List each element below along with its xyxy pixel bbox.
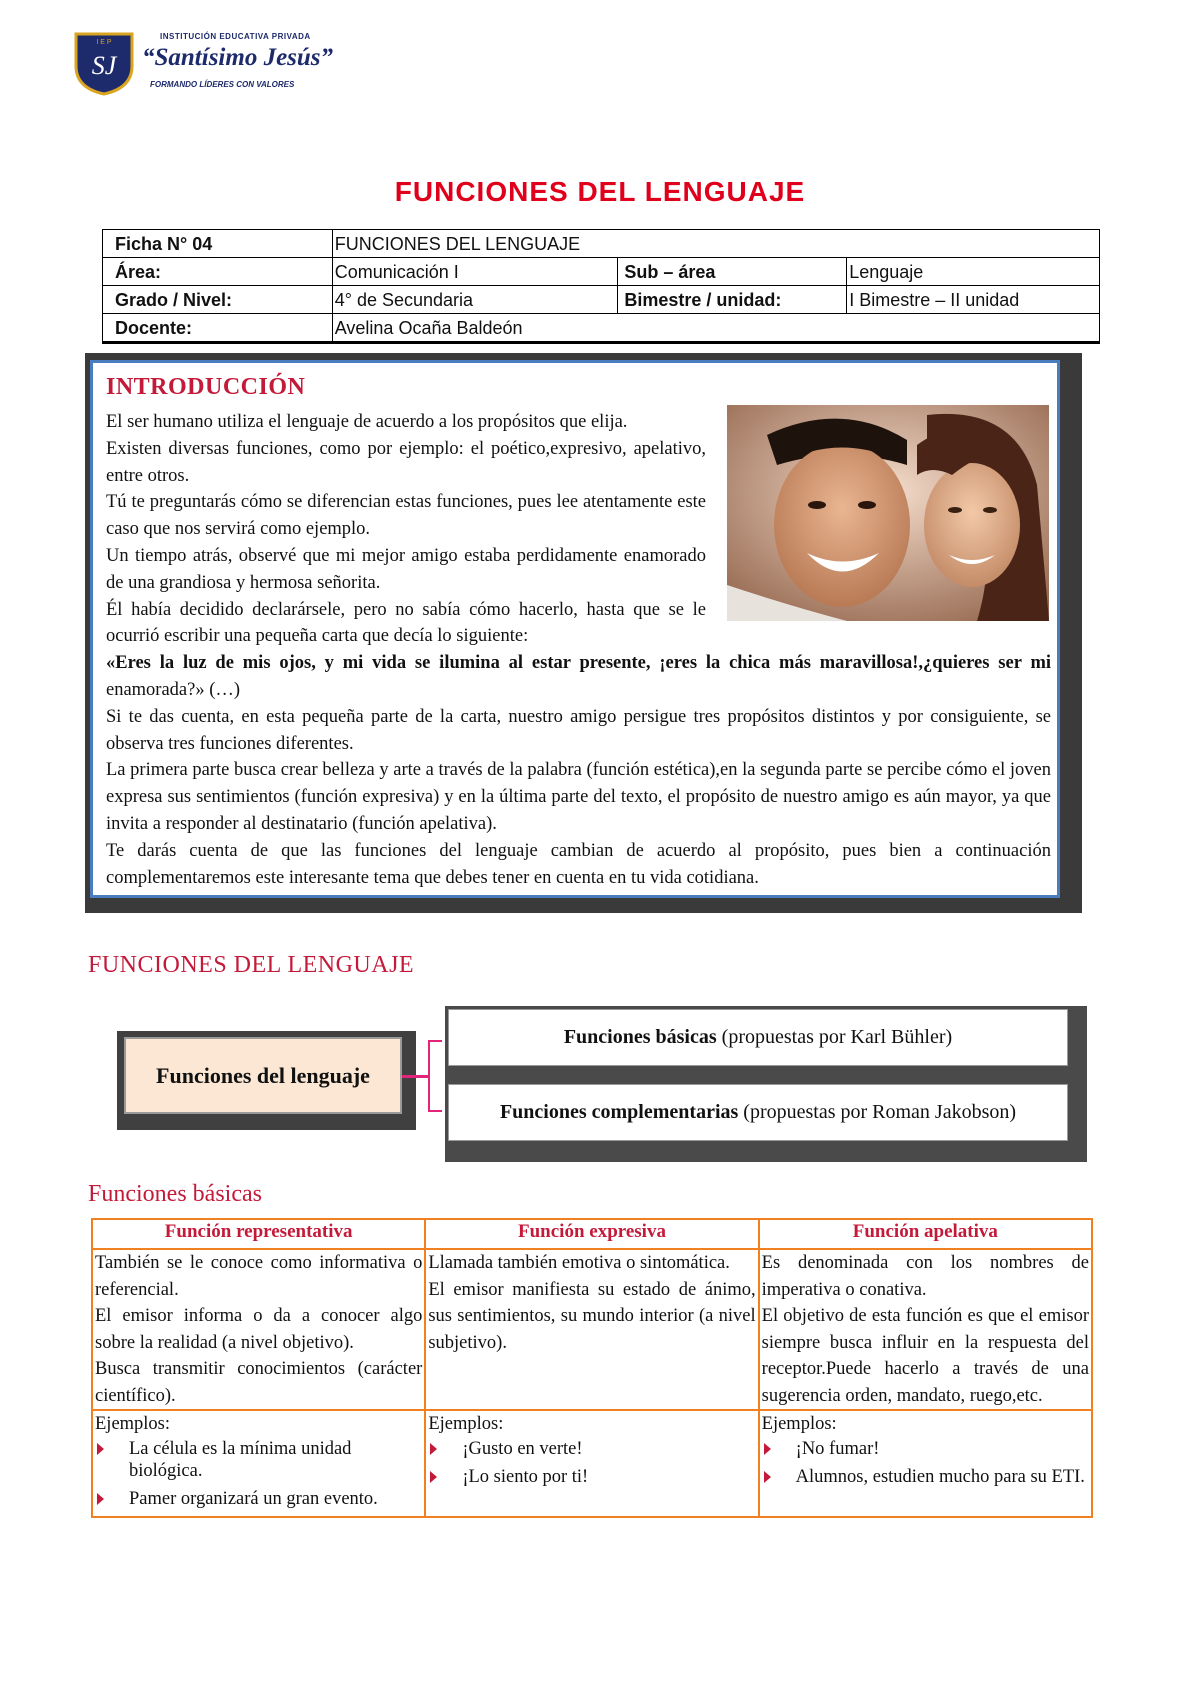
examples-label: Ejemplos: — [95, 1414, 171, 1434]
bimestre-label: Bimestre / unidad: — [618, 286, 847, 314]
letter-quote — [106, 650, 1051, 704]
intro-box — [90, 360, 1060, 898]
functions-table — [91, 1218, 1093, 1518]
intro-title: INTRODUCCIÓN — [106, 374, 306, 400]
quote-rest: enamorada?» (…) — [106, 679, 241, 700]
table-row — [92, 1249, 1092, 1410]
intro-paragraph: La primera parte busca crear belleza y arte a través de la palabra (función estética),en la segunda parte se percibe cómo el joven expresa sus sentimientos (función expresiva) y en la última parte del texto, el propósito de nuestro amigo es aún mayor, ya que invita a responder al destinatario (función apelativa). — [106, 760, 1051, 834]
branch-basicas-rest: (propuestas por Karl Bühler) — [716, 1026, 953, 1048]
subarea-value: Lenguaje — [847, 258, 1100, 286]
cell-text: El objetivo de esta función es que el emisor siempre busca influir en la respuesta del receptor.Puede hacerlo a través de una sugerencia orden, mandato, ruego,etc. — [761, 1306, 1089, 1406]
school-name: “Santísimo Jesús” — [142, 44, 334, 71]
docente-value: Avelina Ocaña Baldeón — [332, 314, 1099, 343]
table-row — [103, 258, 1100, 286]
table-row — [103, 286, 1100, 314]
intro-paragraph: Tú te preguntarás cómo se diferencian estas funciones, pues lee atentamente este caso que nos servirá como ejemplo. — [106, 492, 706, 540]
cell-text: Busca transmitir conocimientos (carácter científico). — [95, 1359, 423, 1406]
ficha-value: FUNCIONES DEL LENGUAJE — [332, 230, 1099, 258]
examples-list — [428, 1438, 755, 1488]
intro-paragraph: Te darás cuenta de que las funciones del lenguaje cambian de acuerdo al propósito, pues bien a continuación complementaremos este interesante tema que debes tener en cuenta en tu vida cotidiana. — [106, 840, 1051, 888]
examples-list — [95, 1438, 422, 1510]
intro-paragraph: El ser humano utiliza el lenguaje de acuerdo a los propósitos que elija. — [106, 412, 628, 432]
bimestre-value: I Bimestre – II unidad — [847, 286, 1100, 314]
table-cell — [425, 1410, 758, 1517]
list-item: ¡Gusto en verte! — [428, 1438, 755, 1460]
examples-list — [762, 1438, 1089, 1488]
school-logo — [72, 30, 342, 100]
quote-bold: «Eres la luz de mis ojos, y mi vida se ilumina al estar presente, ¡eres la chica más maravillosa!,¿quieres ser mi — [106, 653, 1051, 674]
branch-basicas-bold: Funciones básicas — [563, 1026, 717, 1048]
intro-paragraph: Un tiempo atrás, observé que mi mejor amigo estaba perdidamente enamorado de una grandiosa y hermosa señorita. — [106, 545, 706, 593]
diagram-root: Funciones del lenguaje — [124, 1037, 402, 1114]
table-row — [103, 230, 1100, 258]
cell-text: El emisor informa o da a conocer algo sobre la realidad (a nivel objetivo). — [95, 1306, 423, 1353]
svg-text:I E P: I E P — [96, 39, 112, 46]
info-table — [102, 229, 1100, 344]
table-cell — [92, 1410, 425, 1517]
svg-text:SJ: SJ — [91, 51, 117, 80]
subarea-label: Sub – área — [618, 258, 847, 286]
intro-text — [106, 409, 1051, 891]
intro-paragraph: Existen diversas funciones, como por ejemplo: el poético,expresivo, apelativo, entre otros. — [106, 438, 706, 486]
school-top-text: INSTITUCIÓN EDUCATIVA PRIVADA — [160, 32, 311, 41]
table-row — [92, 1410, 1092, 1517]
docente-label: Docente: — [103, 314, 333, 343]
diagram-connector — [402, 1075, 430, 1078]
list-item: Pamer organizará un gran evento. — [95, 1488, 422, 1510]
cell-text: El emisor manifiesta su estado de ánimo, sus sentimientos, su mundo interior (a nivel subjetivo). — [428, 1279, 756, 1353]
shield-icon — [72, 30, 136, 96]
table-row — [103, 314, 1100, 343]
cell-text: También se le conoce como informativa o referencial. — [95, 1253, 423, 1300]
diagram-branch-complementarias — [448, 1084, 1068, 1141]
branch-complementarias-rest: (propuestas por Roman Jakobson) — [738, 1101, 1017, 1123]
column-header: Función apelativa — [759, 1219, 1092, 1249]
area-value: Comunicación I — [332, 258, 618, 286]
table-cell — [425, 1249, 758, 1410]
branch-complementarias-bold: Funciones complementarias — [499, 1101, 739, 1123]
diagram-branch-basicas — [448, 1009, 1068, 1066]
grado-label: Grado / Nivel: — [103, 286, 333, 314]
section-title: FUNCIONES DEL LENGUAJE — [88, 952, 415, 978]
basic-functions-title: Funciones básicas — [88, 1181, 262, 1207]
cell-text: Es denominada con los nombres de imperativa o conativa. — [761, 1253, 1089, 1300]
list-item: La célula es la mínima unidad biológica. — [95, 1438, 422, 1482]
column-header: Función expresiva — [425, 1219, 758, 1249]
ficha-label: Ficha N° 04 — [103, 230, 333, 258]
examples-label: Ejemplos: — [428, 1414, 504, 1434]
list-item: ¡No fumar! — [762, 1438, 1089, 1460]
school-motto: FORMANDO LÍDERES CON VALORES — [150, 80, 295, 89]
intro-paragraph: Él había decidido declarársele, pero no sabía cómo hacerlo, hasta que se le ocurrió escribir una pequeña carta que decía lo siguiente: — [106, 599, 706, 647]
table-cell — [759, 1249, 1092, 1410]
table-cell — [92, 1249, 425, 1410]
table-header-row — [92, 1219, 1092, 1249]
page-title: FUNCIONES DEL LENGUAJE — [394, 176, 806, 207]
table-cell — [759, 1410, 1092, 1517]
list-item: Alumnos, estudien mucho para su ETI. — [762, 1466, 1089, 1488]
intro-paragraph: Si te das cuenta, en esta pequeña parte de la carta, nuestro amigo persigue tres propósitos distintos y por consiguiente, se observa tres funciones diferentes. — [106, 706, 1051, 754]
grado-value: 4° de Secundaria — [332, 286, 618, 314]
list-item: ¡Lo siento por ti! — [428, 1466, 755, 1488]
examples-label: Ejemplos: — [761, 1414, 837, 1434]
column-header: Función representativa — [92, 1219, 425, 1249]
cell-text: Llamada también emotiva o sintomática. — [428, 1253, 730, 1273]
area-label: Área: — [103, 258, 333, 286]
diagram-bracket — [428, 1040, 442, 1112]
